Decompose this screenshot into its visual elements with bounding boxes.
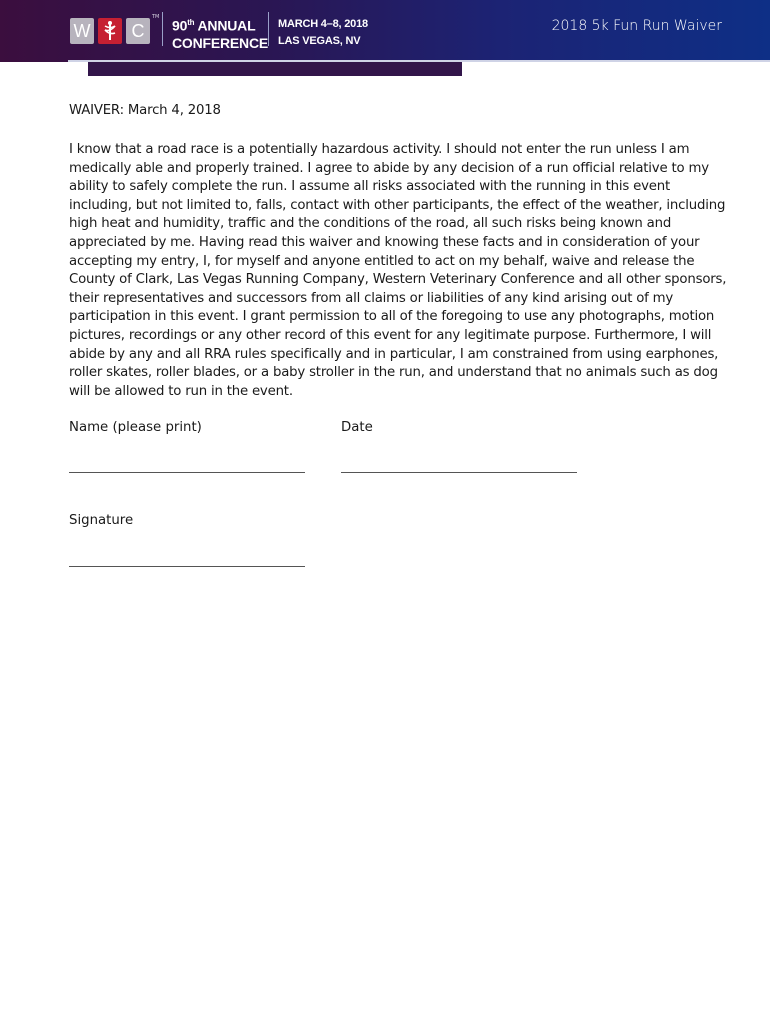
date-field-line[interactable] [341,472,577,473]
conference-dates: MARCH 4–8, 2018 LAS VEGAS, NV [278,18,368,47]
document-header [0,0,770,62]
trademark-mark: TM [152,14,160,20]
waiver-content [69,101,729,401]
date-label: Date [341,420,373,435]
waiver-heading: WAIVER: March 4, 2018 [69,103,221,118]
signature-label: Signature [69,513,134,528]
logo-letter-w: W [70,18,94,44]
name-label: Name (please print) [69,420,202,435]
signature-field-line[interactable] [69,566,305,567]
name-field-line[interactable] [69,472,305,473]
conference-name: 90th ANNUAL CONFERENCE [172,17,269,51]
waiver-body: I know that a road race is a potentially hazardous activity. I should not enter the run unless I am medically able and properly trained. I agree to abide by any decision of a run official relative to my ability to safely complete the run. I assume all risks associated with the running in this event including, but not limited to, falls, contact with other participants, the effect of the weather, including high heat and humidity, traffic and the conditions of the road, all such risks being known and appreciated by me. Having read this waiver and knowing these facts and in consideration of your accepting my entry, I, for myself and anyone entitled to act on my behalf, waive and release the County of Clark, Las Vegas Running Company, Western Veterinary Conference and all other sponsors, their representatives and successors from all claims or liabilities of any kind arising out of my participation in this event. I grant permission to all of the foregoing to use any photographs, motion pictures, recordings or any other record of this event for any legitimate purpose. Furthermore, I will abide by any and all RRA rules specifically and in particular, I am constrained from using earphones, roller skates, roller blades, or a baby stroller in the run, and understand that no animals such as dog will be allowed to run in the event. [69,142,727,399]
logo-letter-c: C [126,18,150,44]
logo-caduceus-icon [98,18,122,44]
header-divider [268,12,269,46]
header-divider [162,12,163,46]
wvc-logo [70,18,150,46]
document-title: 2018 5k Fun Run Waiver [551,18,722,34]
header-accent-bar [88,62,462,76]
